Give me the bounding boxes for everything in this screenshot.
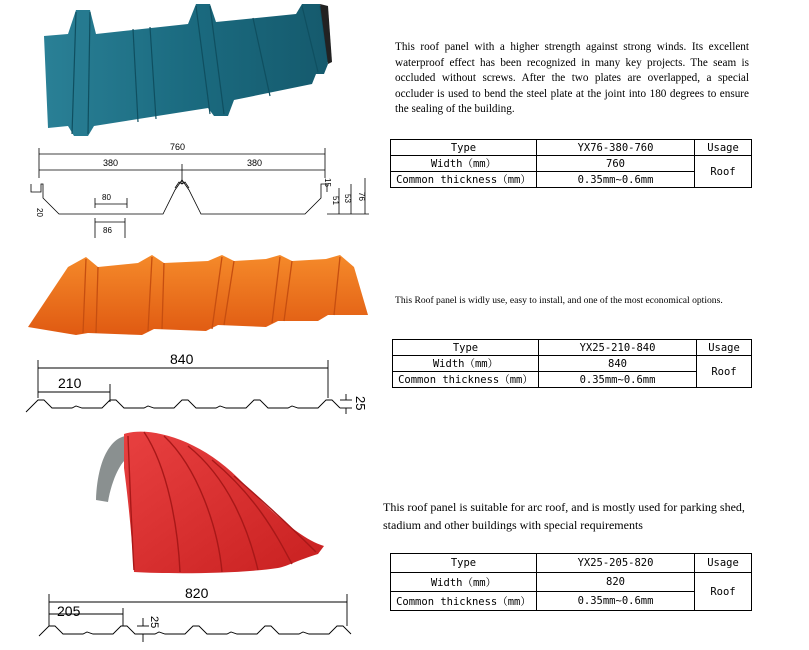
- usage-value: Roof: [697, 356, 752, 388]
- dim-51: 51: [331, 196, 340, 205]
- type-value: YX25-205-820: [537, 554, 695, 573]
- type-value: YX25-210-840: [539, 340, 697, 356]
- thickness-value: 0.35mm~0.6mm: [537, 592, 695, 611]
- panel-1-description: This roof panel with a higher strength against strong winds. Its excellent waterproof effect has been recognized in many key projects. The seam is occluded without screws. After the two plates are overlapped, a special occluder is used to bend the steel plate at the joint into 180 degrees to ensure the sealing of the building.: [395, 41, 749, 116]
- width-label: Width（mm）: [393, 356, 539, 372]
- dim-760: 760: [170, 142, 186, 152]
- panel-3-photo: [88, 428, 338, 578]
- dim-25: 25: [148, 616, 160, 629]
- usage-value: Roof: [695, 573, 752, 611]
- panel-3-profile-drawing: [35, 582, 365, 644]
- thickness-value: 0.35mm~0.6mm: [537, 172, 695, 188]
- type-label: Type: [391, 554, 537, 573]
- dim-86: 86: [103, 226, 112, 235]
- width-label: Width（mm）: [391, 573, 537, 592]
- usage-label: Usage: [697, 340, 752, 356]
- dim-20: 20: [35, 208, 44, 217]
- width-value: 840: [539, 356, 697, 372]
- dim-205: 205: [57, 603, 81, 619]
- dim-80: 80: [102, 193, 111, 202]
- usage-value: Roof: [695, 156, 752, 188]
- dim-76: 76: [357, 192, 366, 201]
- thickness-value: 0.35mm~0.6mm: [539, 372, 697, 388]
- usage-label: Usage: [695, 140, 752, 156]
- panel-3-spec-table: [390, 553, 752, 611]
- dim-840: 840: [170, 351, 194, 367]
- width-value: 760: [537, 156, 695, 172]
- thickness-label: Common thickness（mm）: [391, 172, 537, 188]
- dim-380-right: 380: [247, 158, 263, 168]
- panel-1-profile-drawing: [25, 138, 370, 243]
- thickness-label: Common thickness（mm）: [391, 592, 537, 611]
- panel-2-profile-drawing: [22, 350, 382, 420]
- dim-210: 210: [58, 375, 82, 391]
- width-label: Width（mm）: [391, 156, 537, 172]
- panel-2-description: This Roof panel is widly use, easy to install, and one of the most economical options.: [395, 295, 723, 306]
- dim-820: 820: [185, 585, 209, 601]
- usage-label: Usage: [695, 554, 752, 573]
- dim-15: 15: [323, 178, 332, 187]
- panel-1-spec-table: [390, 139, 752, 188]
- panel-1-photo: [38, 4, 338, 136]
- type-label: Type: [391, 140, 537, 156]
- type-value: YX76-380-760: [537, 140, 695, 156]
- thickness-label: Common thickness（mm）: [393, 372, 539, 388]
- dim-53: 53: [343, 194, 352, 203]
- dim-380-left: 380: [103, 158, 119, 168]
- type-label: Type: [393, 340, 539, 356]
- panel-3-description: This roof panel is suitable for arc roof, and is mostly used for parking shed, stadium and other buildings with special requirements: [383, 500, 745, 532]
- width-value: 820: [537, 573, 695, 592]
- panel-2-spec-table: [392, 339, 752, 388]
- dim-25: 25: [353, 396, 368, 411]
- panel-2-photo: [28, 255, 368, 335]
